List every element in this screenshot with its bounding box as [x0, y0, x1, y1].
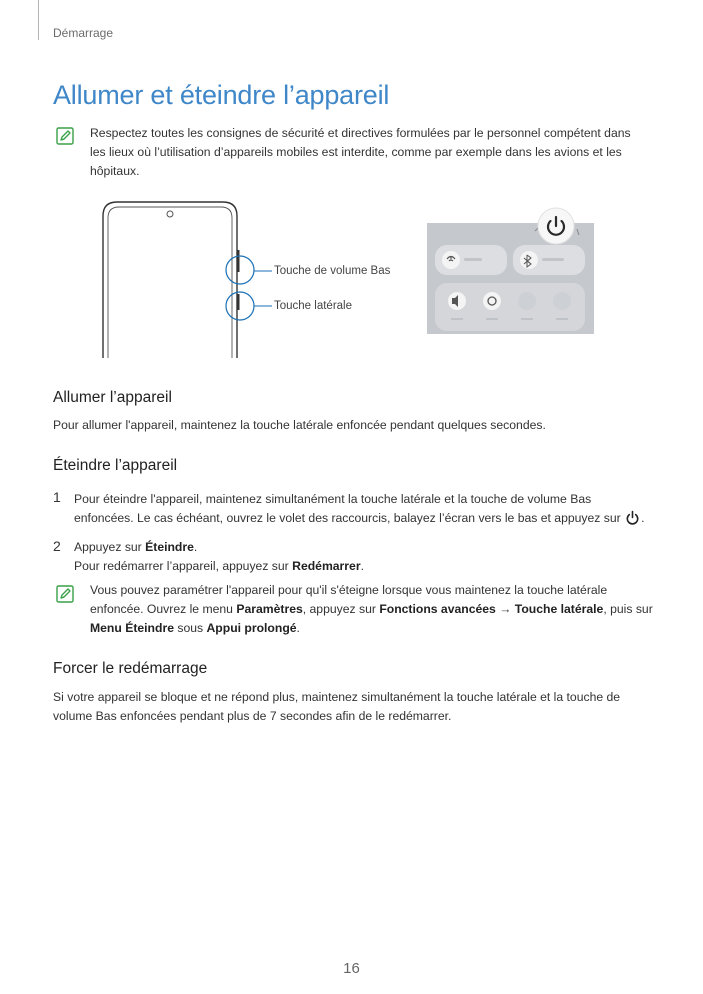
- section-header: Démarrage: [53, 26, 114, 40]
- safety-note: Respectez toutes les consignes de sécurité et directives formulées par le personnel compétent dans les lieux où l’utilisation d’appareils mobiles est interdite, comme par exemple dans les avions et les hôpitaux.: [90, 126, 631, 178]
- step-number: 1: [53, 489, 61, 505]
- page-number: 16: [343, 960, 360, 977]
- step-2-text: Appuyez sur Éteindre. Pour redémarrer l’appareil, appuyez sur Redémarrer.: [74, 540, 364, 573]
- power-icon: [625, 510, 640, 525]
- power-icon: [537, 207, 575, 245]
- phone-illustration: [95, 198, 395, 358]
- side-key-note: Vous pouvez paramétrer l'appareil pour qu'il s'éteigne lorsque vous maintenez la touche latérale enfoncée. Ouvrez le menu Paramètres, appuyez sur Fonctions avancées → Touche latérale, puis sur Menu Éteindre sous Appui prolongé.: [90, 583, 653, 635]
- heading-power-off: Éteindre l’appareil: [53, 457, 178, 474]
- volume-key-label: Touche de volume Bas: [274, 265, 391, 277]
- heading-power-on: Allumer l’appareil: [53, 389, 172, 406]
- note-icon: [56, 127, 74, 145]
- header-divider: [38, 0, 39, 40]
- heading-force-restart: Forcer le redémarrage: [53, 660, 208, 677]
- note-icon: [56, 585, 74, 603]
- step-1-text: Pour éteindre l'appareil, maintenez simultanément la touche latérale et la touche de volume Bas enfoncées. Le cas échéant, ouvrez le volet des raccourcis, balayez l’écran vers le bas et appuyez sur .: [74, 492, 645, 525]
- page-title: Allumer et éteindre l’appareil: [53, 80, 390, 110]
- power-on-text: Pour allumer l'appareil, maintenez la touche latérale enfoncée pendant quelques secondes.: [53, 418, 546, 432]
- step-number: 2: [53, 538, 61, 554]
- force-restart-text: Si votre appareil se bloque et ne répond plus, maintenez simultanément la touche latérale et la touche de volume Bas enfoncées pendant plus de 7 secondes afin de le redémarrer.: [53, 690, 621, 723]
- side-key-label: Touche latérale: [274, 300, 352, 312]
